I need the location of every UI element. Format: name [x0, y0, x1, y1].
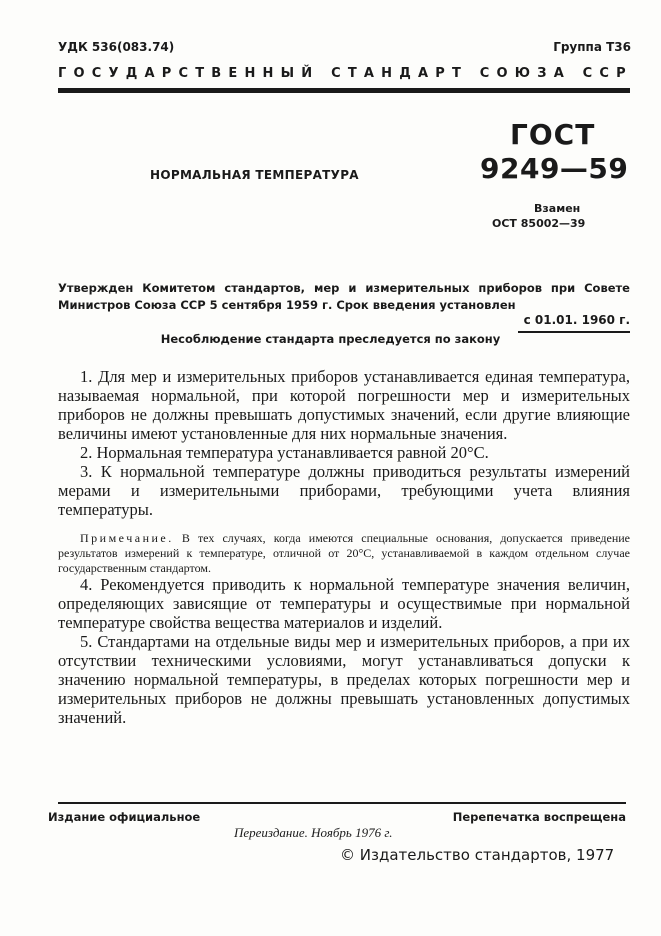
footer-rule: [58, 802, 626, 804]
group-code: Группа Т36: [553, 40, 631, 54]
section-1-3: [58, 367, 630, 519]
paragraph-3: 3. К нормальной температуре должны приводиться результаты измерений мерами и измерительными приборами, требующими учета влияния температуры.: [58, 462, 630, 519]
paragraph-2: 2. Нормальная температура устанавливается равной 20°С.: [80, 443, 489, 462]
gost-number: 9249—59: [480, 152, 629, 185]
document-title: НОРМАЛЬНАЯ ТЕМПЕРАТУРА: [150, 168, 359, 182]
note-paragraph: [58, 531, 630, 576]
paragraph-1: 1. Для мер и измерительных приборов устанавливается единая температура, называемая нормальной, при которой погрешности мер и измерительных приборов не должны превышать допустимых значений, если другие влияющие величины имеют установленные для них нормальные значения.: [58, 367, 630, 443]
paragraph-4: 4. Рекомендуется приводить к нормальной температуре значения величин, определяющих зависящие от температуры и осуществимые при нормальной температуре свойства вещества материалов и изделий.: [58, 575, 630, 632]
reprint-prohibited: Перепечатка воспрещена: [452, 810, 626, 824]
replaces-label: Взамен: [534, 202, 581, 215]
replaces-value: ОСТ 85002—39: [492, 217, 586, 230]
header-rule: [58, 88, 630, 93]
note-text: В тех случаях, когда имеются специальные основания, допускается приведение результатов измерений к температуре, отличной от 20°С, устанавливаемой в каждом отдельном случае государственным стандартом.: [58, 531, 631, 575]
paragraph-5: 5. Стандартами на отдельные виды мер и измерительных приборов, а при их отсутствии техническими условиями, могут устанавливаться допуски к значению нормальной температуры, в пределах которых погрешности мер и измерительных приборов не должны превышать установленных допустимых значений.: [58, 632, 630, 727]
approval-text: Утвержден Комитетом стандартов, мер и измерительных приборов при Совете Министров Союза ССР 5 сентября 1959 г. Срок введения установлен: [58, 281, 630, 312]
state-standard-heading: ГОСУДАРСТВЕННЫЙ СТАНДАРТ СОЮЗА ССР: [58, 66, 633, 81]
udk-code: УДК 536(083.74): [58, 40, 175, 54]
copyright: © Издательство стандартов, 1977: [340, 846, 615, 864]
note-block: [58, 531, 630, 576]
effective-date: с 01.01. 1960 г.: [523, 313, 630, 327]
section-4-5: [58, 575, 630, 727]
compliance-notice: Несоблюдение стандарта преследуется по закону: [160, 332, 501, 346]
gost-label: ГОСТ: [510, 118, 596, 151]
official-edition: Издание официальное: [48, 810, 201, 824]
reissue-note: Переиздание. Ноябрь 1976 г.: [234, 825, 393, 840]
note-label: Примечание.: [80, 531, 174, 545]
